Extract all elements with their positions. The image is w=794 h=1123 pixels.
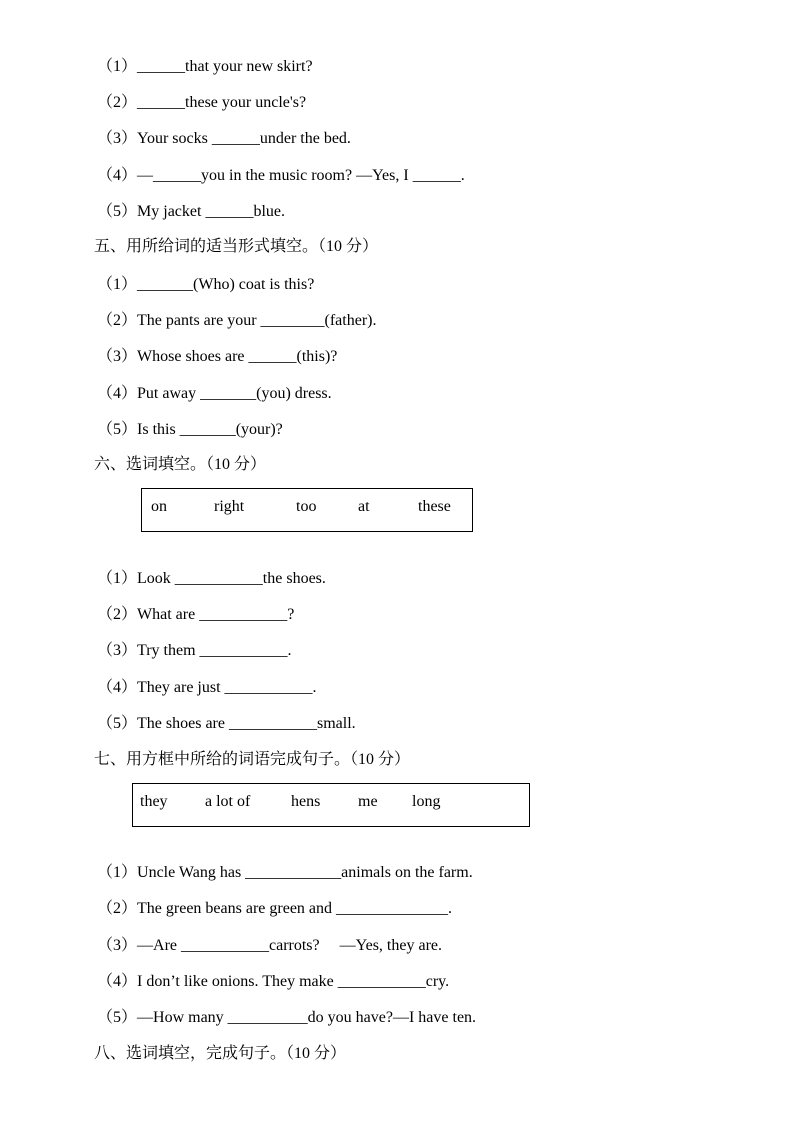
- question-item: （5）The shoes are ___________small.: [97, 715, 356, 732]
- word-option: me: [358, 793, 378, 810]
- question-item: （5）—How many __________do you have?—I have ten.: [97, 1009, 477, 1026]
- word-box: [132, 783, 530, 827]
- question-item: （4）Put away _______(you) dress.: [97, 385, 332, 402]
- question-item: （2）The pants are your ________(father).: [97, 312, 377, 329]
- question-item: （2）______these your uncle's?: [97, 94, 307, 111]
- question-item: （1）Look ___________the shoes.: [97, 570, 326, 587]
- question-item: （5）Is this _______(your)?: [97, 421, 283, 438]
- section-heading: 七、用方框中所给的词语完成句子。（10 分）: [94, 751, 411, 768]
- word-box: [141, 488, 473, 532]
- word-option: these: [418, 498, 451, 515]
- question-item: （4）They are just ___________.: [97, 679, 317, 696]
- question-item: （1）_______(Who) coat is this?: [97, 276, 315, 293]
- question-item: （1）______that your new skirt?: [97, 58, 313, 75]
- question-item: （3）Whose shoes are ______(this)?: [97, 348, 338, 365]
- question-item: （4）—______you in the music room? —Yes, I ______.: [97, 167, 465, 184]
- word-option: long: [412, 793, 441, 810]
- word-option: hens: [291, 793, 321, 810]
- question-item: （1）Uncle Wang has ____________animals on the farm.: [97, 864, 473, 881]
- section-heading: 八、选词填空，完成句子。（10 分）: [94, 1045, 347, 1062]
- question-item: （5）My jacket ______blue.: [97, 203, 285, 220]
- word-option: at: [358, 498, 370, 515]
- word-option: right: [214, 498, 245, 515]
- question-item: （3）—Are ___________carrots? —Yes, they are.: [97, 937, 442, 954]
- question-item: （3）Try them ___________.: [97, 642, 292, 659]
- word-option: they: [140, 793, 168, 810]
- question-item: （4）I don’t like onions. They make ___________cry.: [97, 973, 450, 990]
- word-option: too: [296, 498, 317, 515]
- question-item: （3）Your socks ______under the bed.: [97, 130, 351, 147]
- word-option: a lot of: [205, 793, 251, 810]
- question-item: （2）What are ___________?: [97, 606, 295, 623]
- section-heading: 五、用所给词的适当形式填空。（10 分）: [94, 238, 379, 255]
- question-item: （2）The green beans are green and ______________.: [97, 900, 453, 917]
- word-option: on: [151, 498, 167, 515]
- section-heading: 六、选词填空。（10 分）: [94, 456, 267, 473]
